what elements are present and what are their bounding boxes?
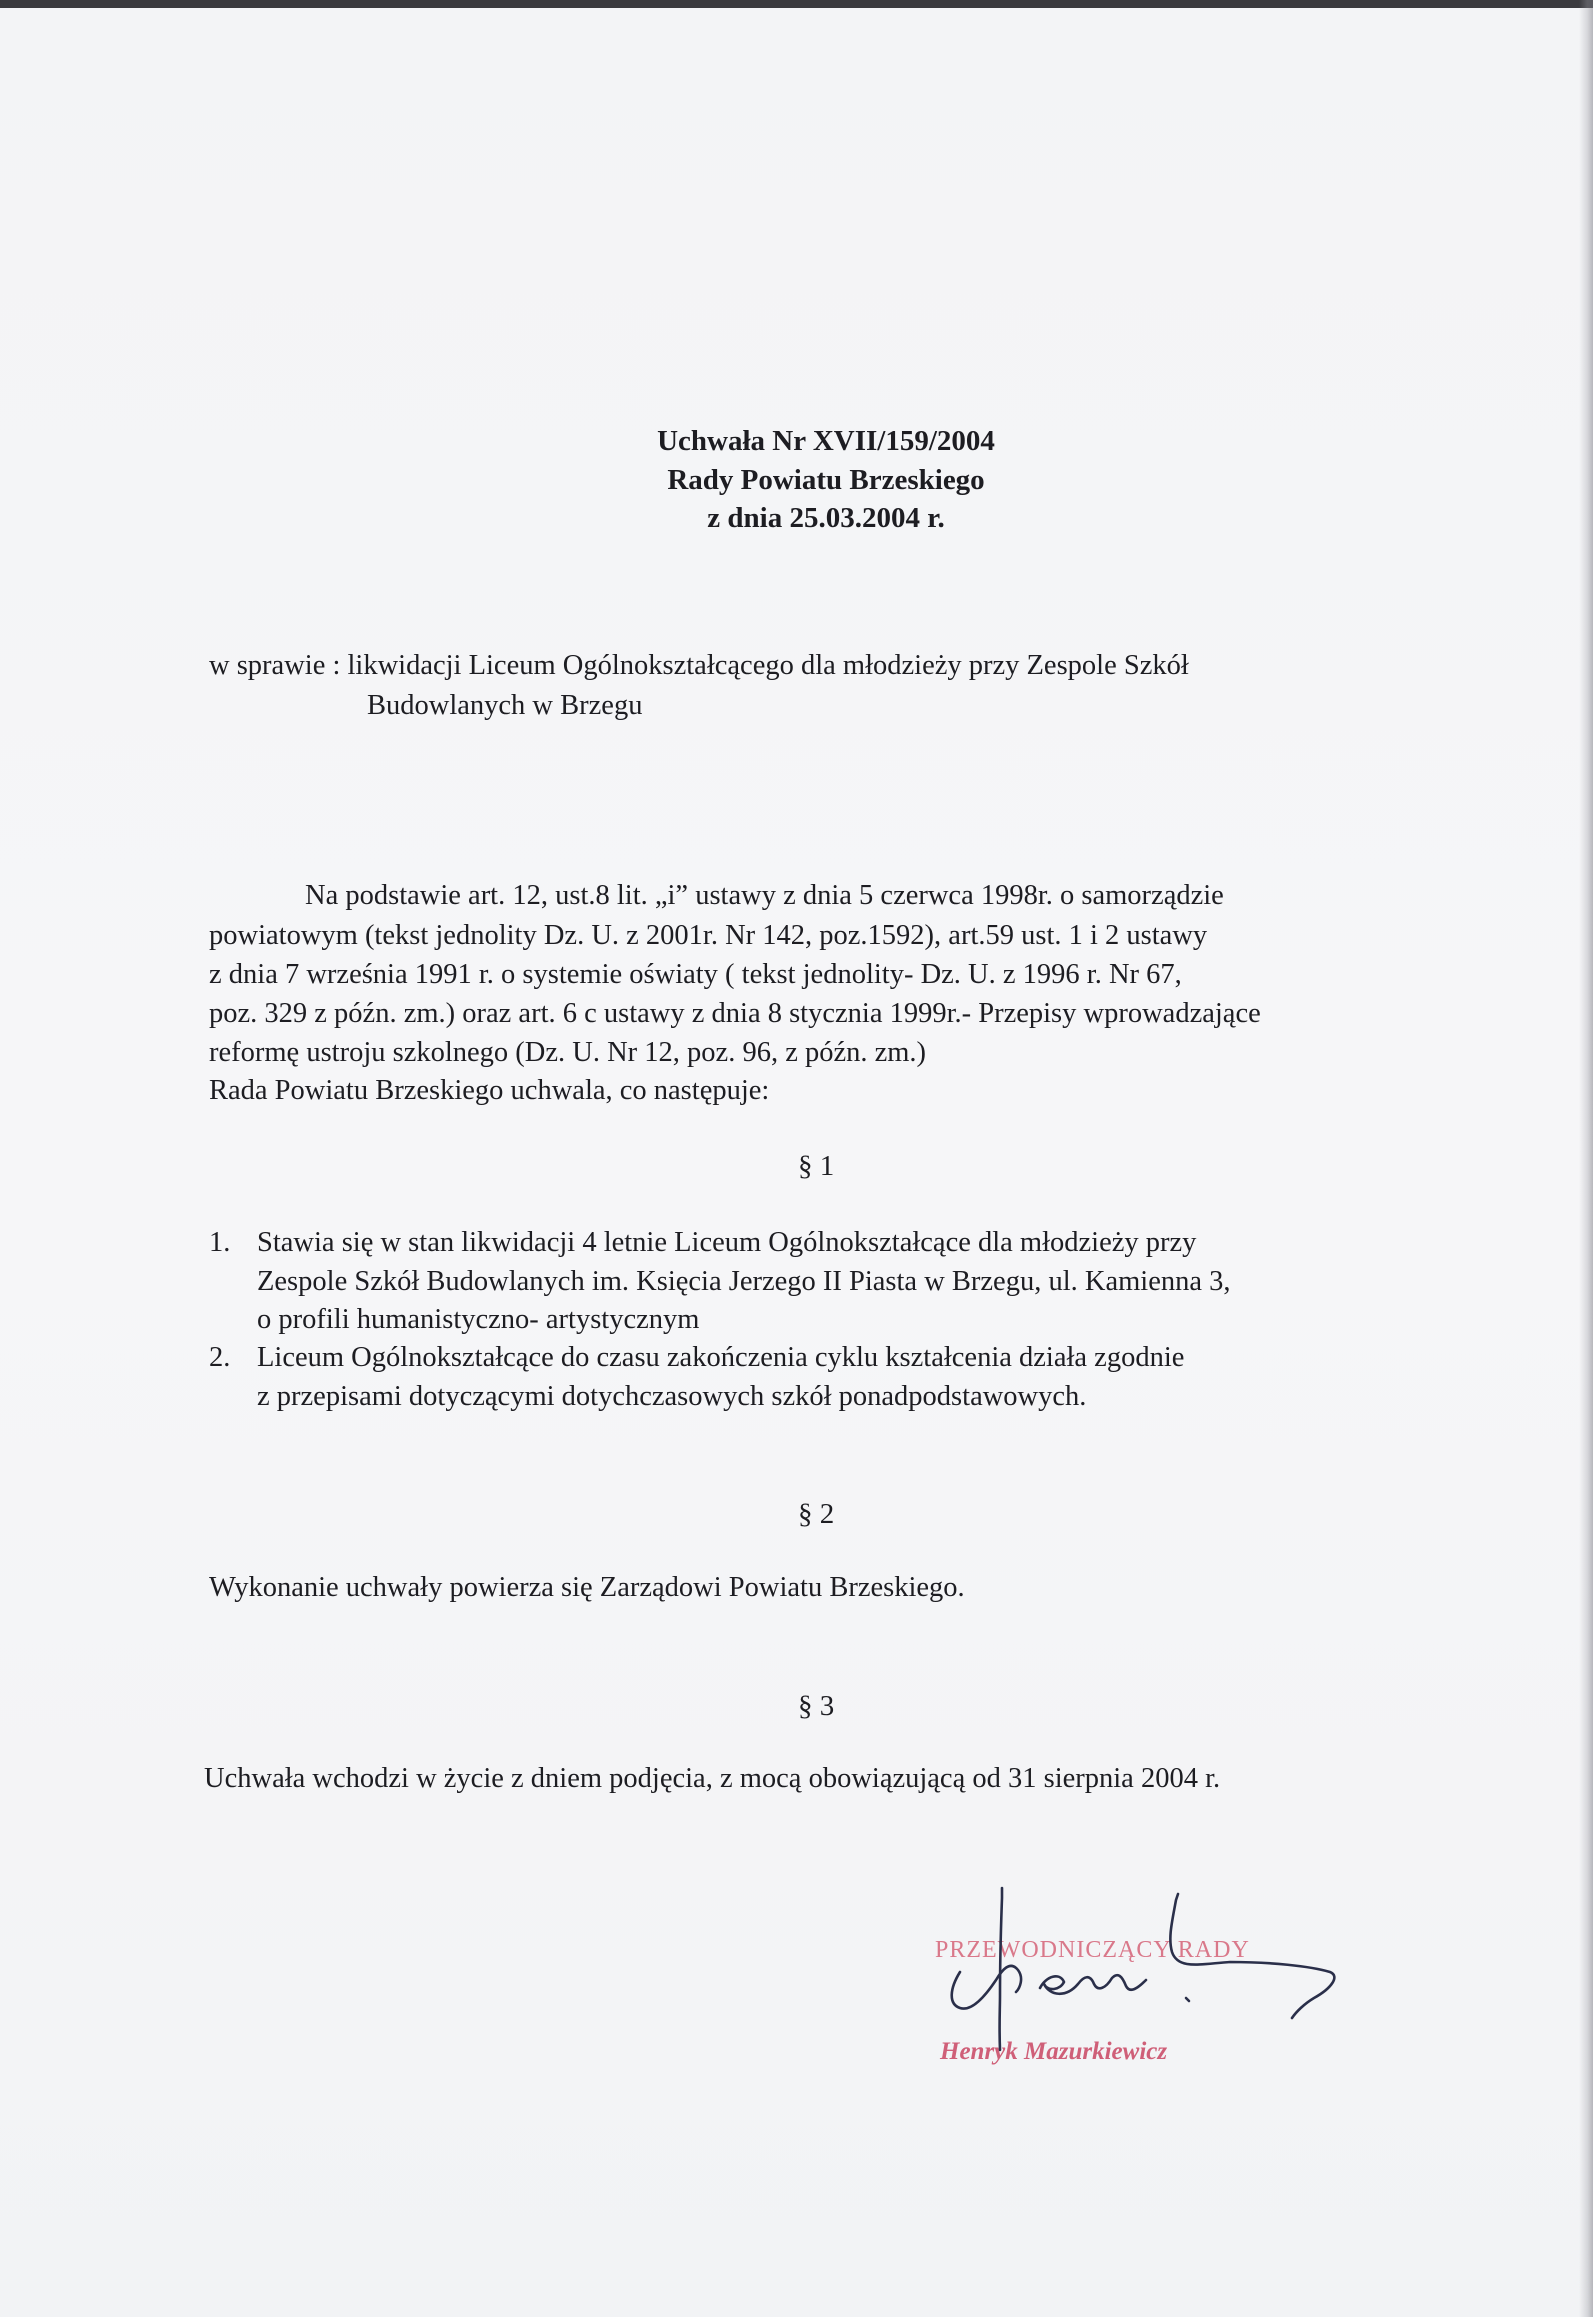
list-item-line: Zespole Szkół Budowlanych im. Księcia Jerzego II Piasta w Brzegu, ul. Kamienna 3,	[257, 1266, 1231, 1297]
preamble-line: reformę ustroju szkolnego (Dz. U. Nr 12, poz. 96, z późn. zm.)	[209, 1037, 927, 1068]
scan-top-edge	[0, 0, 1593, 8]
preamble-line: z dnia 7 września 1991 r. o systemie oświaty ( tekst jednolity- Dz. U. z 1996 r. Nr 67,	[209, 959, 1182, 990]
list-item-line: Liceum Ogólnokształcące do czasu zakończenia cyklu kształcenia działa zgodnie	[257, 1342, 1185, 1373]
subject-line-1: w sprawie : likwidacji Liceum Ogólnokształcącego dla młodzieży przy Zespole Szkół	[209, 650, 1189, 681]
section-3-text: Uchwała wchodzi w życie z dniem podjęcia, z mocą obowiązującą od 31 sierpnia 2004 r.	[204, 1763, 1221, 1794]
section-1-heading: § 1	[798, 1150, 835, 1182]
preamble-line: Rada Powiatu Brzeskiego uchwala, co następuje:	[209, 1075, 770, 1106]
preamble-line: Na podstawie art. 12, ust.8 lit. „i” ustawy z dnia 5 czerwca 1998r. o samorządzie	[305, 880, 1224, 911]
list-item-number: 1.	[209, 1227, 231, 1258]
scan-right-edge	[1579, 0, 1593, 2317]
stamp-name: Henryk Mazurkiewicz	[940, 2038, 1168, 2065]
resolution-title: Uchwała Nr XVII/159/2004	[657, 425, 995, 457]
preamble-line: powiatowym (tekst jednolity Dz. U. z 2001r. Nr 142, poz.1592), art.59 ust. 1 i 2 ustawy	[209, 920, 1208, 951]
section-2-heading: § 2	[798, 1498, 835, 1530]
resolution-date: z dnia 25.03.2004 r.	[707, 502, 945, 534]
preamble-line: poz. 329 z późn. zm.) oraz art. 6 c ustawy z dnia 8 stycznia 1999r.- Przepisy wprowadzające	[209, 998, 1261, 1029]
section-3-heading: § 3	[798, 1690, 835, 1722]
handwritten-signature	[900, 1880, 1370, 2080]
subject-line-2: Budowlanych w Brzegu	[367, 690, 643, 721]
council-name: Rady Powiatu Brzeskiego	[667, 464, 985, 496]
list-item-number: 2.	[209, 1342, 231, 1373]
list-item-line: Stawia się w stan likwidacji 4 letnie Liceum Ogólnokształcące dla młodzieży przy	[257, 1227, 1197, 1258]
list-item-line: z przepisami dotyczącymi dotychczasowych szkół ponadpodstawowych.	[257, 1381, 1087, 1412]
stamp-title: PRZEWODNICZĄCY RADY	[935, 1937, 1250, 1963]
section-2-text: Wykonanie uchwały powierza się Zarządowi Powiatu Brzeskiego.	[209, 1572, 965, 1603]
list-item-line: o profili humanistyczno- artystycznym	[257, 1304, 700, 1335]
